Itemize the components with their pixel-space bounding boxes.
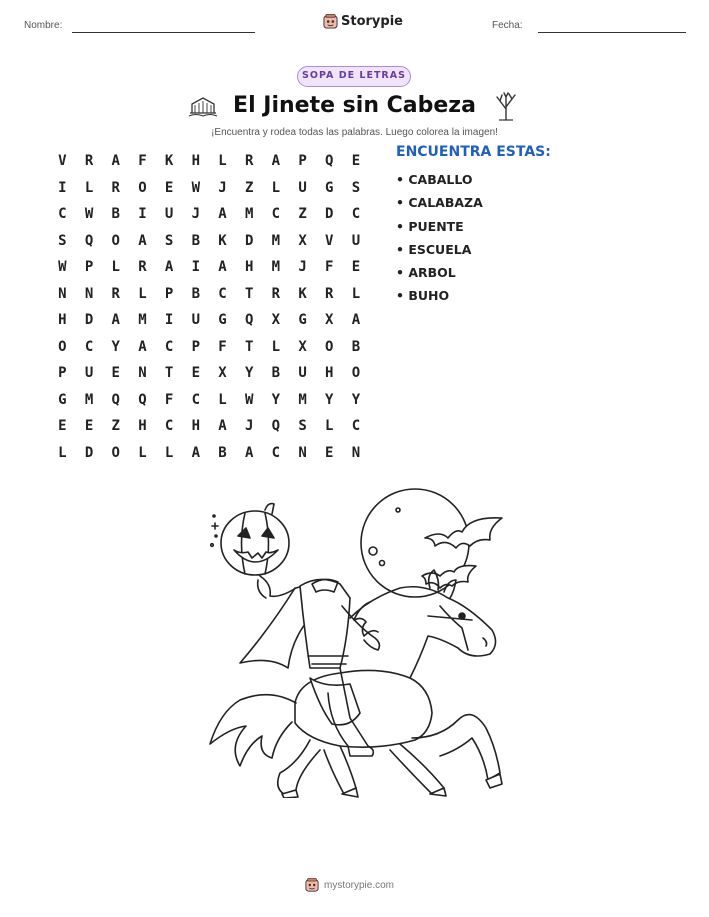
grid-letter[interactable]: Y (244, 365, 254, 382)
grid-letter[interactable]: O (58, 338, 67, 355)
grid-letter[interactable]: R (138, 259, 147, 276)
category-badge: SOPA DE LETRAS (297, 66, 411, 87)
grid-letter[interactable]: L (138, 285, 147, 302)
grid-letter[interactable]: J (191, 206, 200, 223)
grid-letter[interactable]: A (164, 259, 174, 276)
name-label: Nombre: (24, 20, 63, 31)
grid-letter[interactable]: P (58, 365, 67, 382)
grid-letter[interactable]: L (111, 259, 120, 276)
grid-letter[interactable]: U (164, 206, 174, 223)
grid-letter[interactable]: C (271, 444, 281, 461)
grid-letter[interactable]: C (164, 418, 174, 435)
grid-letter[interactable]: M (271, 259, 281, 276)
grid-letter[interactable]: L (218, 153, 227, 170)
grid-letter[interactable]: T (164, 365, 174, 382)
grid-letter[interactable]: P (164, 285, 174, 302)
grid-letter[interactable]: P (84, 259, 94, 276)
grid-letter[interactable]: S (58, 232, 67, 249)
grid-letter[interactable]: L (138, 444, 147, 461)
grid-letter[interactable]: Q (325, 153, 334, 170)
grid-letter[interactable]: Y (271, 391, 281, 408)
grid-letter[interactable]: L (271, 179, 281, 196)
word-item: • CABALLO (396, 172, 473, 187)
grid-letter[interactable]: C (218, 285, 227, 302)
grid-letter[interactable]: H (244, 259, 254, 276)
grid-letter[interactable]: I (58, 179, 67, 196)
grid-letter[interactable]: B (191, 232, 200, 249)
word-item: • BUHO (396, 288, 450, 304)
grid-letter[interactable]: N (351, 444, 361, 461)
grid-letter[interactable]: W (58, 259, 67, 276)
grid-letter[interactable]: A (244, 444, 254, 461)
brand-name: Storypie (341, 14, 403, 29)
grid-letter[interactable]: K (218, 232, 227, 249)
brand (323, 14, 403, 29)
grid-letter[interactable]: L (325, 418, 334, 435)
grid-letter[interactable]: A (111, 312, 120, 329)
grid-letter[interactable]: N (58, 285, 67, 302)
storypie-logo-icon (323, 14, 338, 29)
grid-letter[interactable]: O (111, 232, 120, 249)
grid-letter[interactable]: C (351, 206, 361, 223)
grid-letter[interactable]: Q (84, 232, 94, 249)
footer-url: mystorypie.com (324, 879, 395, 891)
word-list (396, 171, 483, 311)
grid-letter[interactable]: H (325, 365, 334, 382)
name-line (72, 32, 255, 33)
word-item: • ARBOL (396, 265, 456, 281)
grid-letter[interactable]: U (298, 179, 307, 196)
grid-letter[interactable]: Q (111, 391, 120, 408)
grid-letter[interactable]: X (298, 232, 307, 249)
grid-letter[interactable]: O (138, 179, 147, 196)
grid-letter[interactable]: K (298, 285, 307, 302)
grid-letter[interactable]: G (218, 312, 227, 329)
word-item: • PUENTE (396, 218, 464, 234)
grid-letter[interactable]: U (191, 312, 200, 329)
grid-letter[interactable]: C (351, 418, 361, 435)
grid-letter[interactable]: O (325, 338, 334, 355)
grid-letter[interactable]: S (351, 179, 361, 196)
grid-letter[interactable]: X (325, 312, 334, 329)
grid-letter[interactable]: P (298, 153, 307, 170)
grid-letter[interactable]: Y (325, 391, 334, 408)
grid-letter[interactable]: A (351, 312, 361, 329)
instructions: ¡Encuentra y rodea todas las palabras. Luego colorea la imagen! (211, 127, 498, 138)
grid-letter[interactable]: E (164, 179, 174, 196)
grid-letter[interactable]: O (351, 365, 361, 382)
grid-letter[interactable]: T (244, 338, 254, 355)
grid-letter[interactable]: E (58, 418, 67, 435)
grid-letter[interactable]: H (191, 418, 200, 435)
grid-letter[interactable]: A (138, 232, 147, 249)
grid-letter[interactable]: L (58, 444, 67, 461)
grid-letter[interactable]: B (271, 365, 281, 382)
grid-letter[interactable]: R (111, 179, 120, 196)
grid-letter[interactable]: I (164, 312, 174, 329)
grid-letter[interactable]: Q (244, 312, 254, 329)
grid-letter[interactable]: E (84, 418, 94, 435)
bare-tree-icon (493, 91, 519, 121)
grid-letter[interactable]: G (325, 179, 334, 196)
grid-letter[interactable]: T (244, 285, 254, 302)
grid-letter[interactable]: R (325, 285, 334, 302)
grid-letter[interactable]: M (244, 206, 254, 223)
grid-letter[interactable]: W (191, 179, 200, 196)
grid-letter[interactable]: E (191, 365, 200, 382)
grid-letter[interactable]: M (271, 232, 281, 249)
grid-letter[interactable]: B (218, 444, 227, 461)
grid-letter[interactable]: L (84, 179, 94, 196)
grid-letter[interactable]: E (351, 259, 361, 276)
grid-letter[interactable]: K (164, 153, 174, 170)
grid-letter[interactable]: C (58, 206, 67, 223)
grid-letter[interactable]: A (218, 259, 227, 276)
grid-letter[interactable]: C (271, 206, 281, 223)
grid-letter[interactable]: E (351, 153, 361, 170)
grid-letter[interactable]: R (111, 285, 120, 302)
grid-letter[interactable]: I (191, 259, 200, 276)
grid-letter[interactable]: Y (111, 338, 120, 355)
grid-letter[interactable]: E (111, 365, 120, 382)
grid-letter[interactable]: I (138, 206, 147, 223)
grid-letter[interactable]: F (138, 153, 147, 170)
grid-letter[interactable]: Q (138, 391, 147, 408)
grid-letter[interactable]: Z (111, 418, 120, 435)
grid-letter[interactable]: N (298, 444, 307, 461)
grid-letter[interactable]: X (218, 365, 227, 382)
grid-letter[interactable]: D (84, 444, 94, 461)
grid-letter[interactable]: F (325, 259, 334, 276)
grid-letter[interactable]: V (325, 232, 334, 249)
grid-letter[interactable]: F (218, 338, 227, 355)
grid-letter[interactable]: P (191, 338, 200, 355)
grid-letter[interactable]: H (138, 418, 147, 435)
grid-letter[interactable]: N (138, 365, 147, 382)
grid-letter[interactable]: M (138, 312, 147, 329)
grid-letter[interactable]: B (191, 285, 200, 302)
grid-letter[interactable]: M (84, 391, 94, 408)
grid-letter[interactable]: L (164, 444, 174, 461)
date-label: Fecha: (492, 20, 523, 31)
grid-letter[interactable]: C (191, 391, 200, 408)
grid-letter[interactable]: Y (351, 391, 361, 408)
grid-letter[interactable]: N (84, 285, 94, 302)
grid-letter[interactable]: F (164, 391, 174, 408)
grid-letter[interactable]: Z (298, 206, 307, 223)
footer (305, 878, 394, 892)
word-item: • ESCUELA (396, 241, 472, 257)
grid-letter[interactable]: A (218, 206, 227, 223)
grid-letter[interactable]: X (298, 338, 307, 355)
grid-letter[interactable]: C (164, 338, 174, 355)
grid-letter[interactable]: R (84, 153, 94, 170)
grid-letter[interactable]: A (111, 153, 120, 170)
grid-letter[interactable]: A (218, 418, 227, 435)
grid-letter[interactable]: L (351, 285, 361, 302)
grid-letter[interactable]: W (84, 206, 94, 223)
grid-letter[interactable]: G (298, 312, 307, 329)
grid-letter[interactable]: J (298, 259, 307, 276)
grid-letter[interactable]: U (298, 365, 307, 382)
grid-letter[interactable]: C (84, 338, 94, 355)
grid-letter[interactable]: X (271, 312, 281, 329)
grid-letter[interactable]: A (138, 338, 147, 355)
grid-letter[interactable]: S (164, 232, 174, 249)
grid-letter[interactable]: H (191, 153, 200, 170)
date-line (538, 32, 686, 33)
grid-letter[interactable]: L (271, 338, 281, 355)
storypie-logo-icon (305, 878, 319, 892)
grid-letter[interactable]: Z (244, 179, 254, 196)
grid-letter[interactable]: B (351, 338, 361, 355)
grid-letter[interactable]: J (218, 179, 227, 196)
page-title: El Jinete sin Cabeza (233, 93, 476, 118)
grid-letter[interactable]: O (111, 444, 120, 461)
grid-letter[interactable]: D (84, 312, 94, 329)
grid-letter[interactable]: U (84, 365, 94, 382)
grid-letter[interactable]: S (298, 418, 307, 435)
letter-grid (49, 148, 369, 466)
grid-letter[interactable]: J (244, 418, 254, 435)
word-list-title: ENCUENTRA ESTAS: (396, 144, 551, 160)
grid-letter[interactable]: R (271, 285, 281, 302)
grid-letter[interactable]: B (111, 206, 120, 223)
grid-letter[interactable]: H (58, 312, 67, 329)
grid-letter[interactable]: E (325, 444, 334, 461)
word-item: • CALABAZA (396, 195, 483, 211)
grid-letter[interactable]: A (191, 444, 200, 461)
grid-letter[interactable]: D (244, 232, 254, 249)
grid-letter[interactable]: A (271, 153, 281, 170)
grid-letter[interactable]: R (244, 153, 254, 170)
grid-letter[interactable]: U (351, 232, 361, 249)
grid-letter[interactable]: Q (271, 418, 281, 435)
grid-letter[interactable]: W (244, 391, 254, 408)
grid-letter[interactable]: V (58, 153, 67, 170)
grid-letter[interactable]: M (298, 391, 307, 408)
grid-letter[interactable]: L (218, 391, 227, 408)
headless-horseman-illustration (200, 488, 510, 798)
grid-letter[interactable]: D (325, 206, 334, 223)
grid-letter[interactable]: G (58, 391, 67, 408)
